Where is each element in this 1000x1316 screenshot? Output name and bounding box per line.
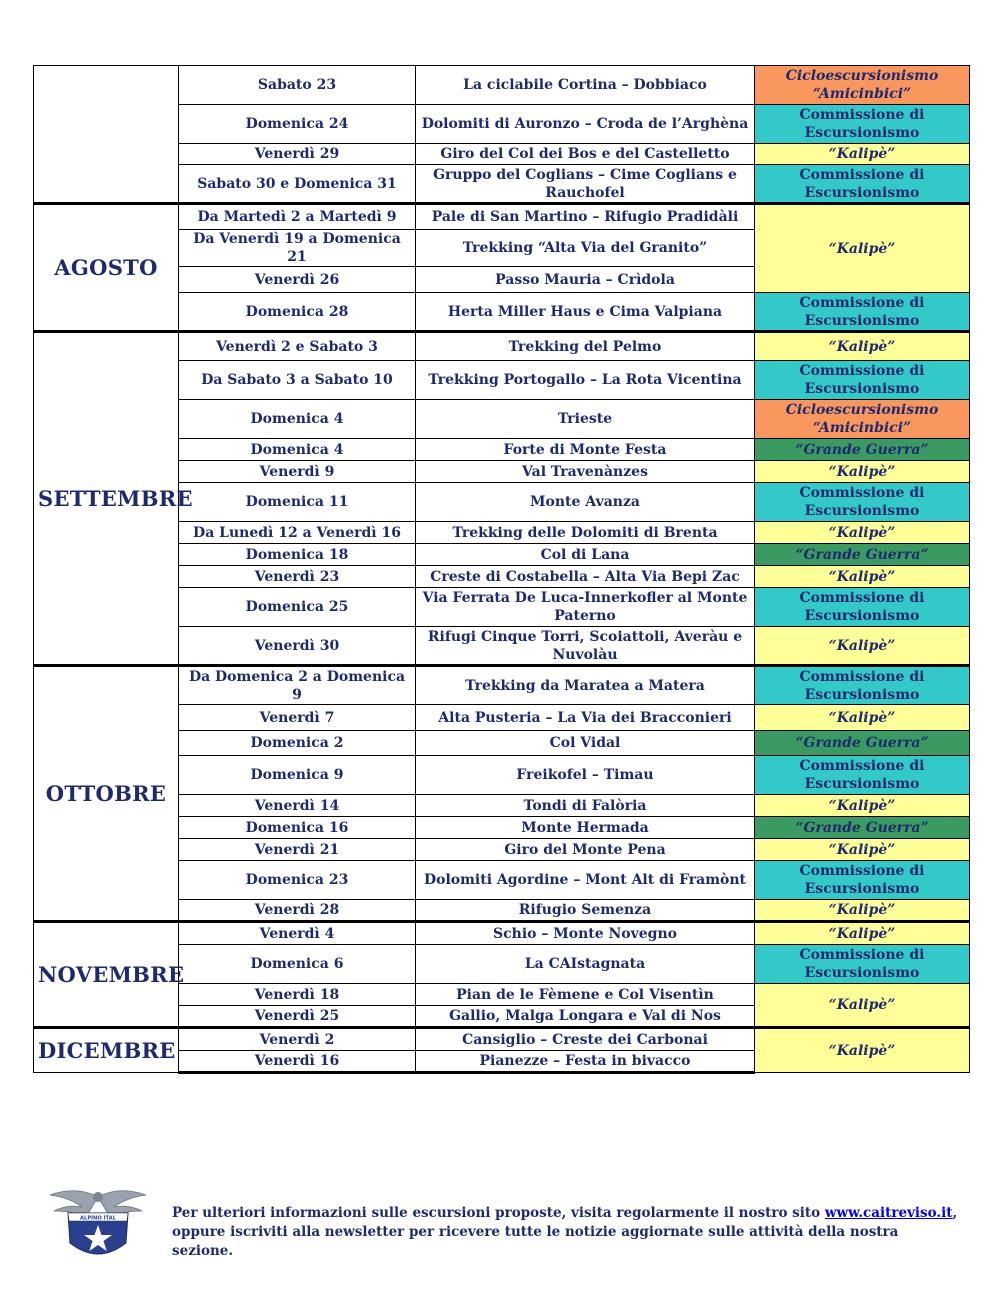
- group-label: “Kalipè”: [828, 637, 896, 654]
- month-cell: [34, 66, 179, 204]
- table-row: [34, 1028, 970, 1051]
- footer-text-after: ,: [952, 1205, 958, 1221]
- group-label: Commissione di Escursionismo: [799, 166, 925, 201]
- table-row: [34, 204, 970, 230]
- group-cell: [755, 861, 970, 900]
- date-cell: Venerdì 18: [179, 984, 416, 1006]
- date-cell: Domenica 23: [179, 861, 416, 900]
- logo-text: ALPINO ITAL: [80, 1215, 116, 1222]
- cai-logo-icon: [48, 1185, 148, 1265]
- date-cell: Domenica 6: [179, 945, 416, 984]
- group-label: “Kalipè”: [828, 463, 896, 480]
- date-cell: Venerdì 26: [179, 267, 416, 293]
- group-label: “Kalipè”: [828, 902, 896, 918]
- group-cell: [755, 361, 970, 400]
- month-cell: OTTOBRE: [34, 666, 179, 922]
- group-cell: [755, 817, 970, 839]
- excursion-cell: Trekking del Pelmo: [416, 332, 755, 361]
- group-cell: [755, 522, 970, 544]
- date-cell: Domenica 18: [179, 544, 416, 566]
- excursion-cell: Alta Pusteria – La Via dei Bracconieri: [416, 705, 755, 731]
- group-label: “Kalipè”: [828, 997, 896, 1013]
- group-label: “Kalipè”: [828, 146, 896, 162]
- excursion-cell: Creste di Costabella – Alta Via Bepi Zac: [416, 566, 755, 588]
- date-cell: Domenica 4: [179, 439, 416, 461]
- group-label: “Grande Guerra”: [795, 735, 929, 751]
- excursion-cell: Pale di San Martino – Rifugio Pradidàli: [416, 204, 755, 230]
- excursion-cell: Giro del Monte Pena: [416, 839, 755, 861]
- group-cell: [755, 105, 970, 144]
- footer-line-1: [172, 1204, 962, 1223]
- group-label: Commissione di Escursionismo: [799, 947, 925, 981]
- group-cell: [755, 461, 970, 483]
- schedule-table: [33, 65, 970, 1074]
- site-link[interactable]: www.caitreviso.it: [824, 1205, 953, 1221]
- excursion-cell: Herta Miller Haus e Cima Valpiana: [416, 293, 755, 332]
- group-cell: [755, 400, 970, 439]
- group-label: Commissione di Escursionismo: [799, 485, 925, 519]
- date-cell: Venerdì 30: [179, 627, 416, 666]
- excursion-cell: Passo Mauria – Crìdola: [416, 267, 755, 293]
- group-cell: [755, 984, 970, 1028]
- excursion-cell: Monte Hermada: [416, 817, 755, 839]
- date-cell: Domenica 4: [179, 400, 416, 439]
- group-cell: [755, 439, 970, 461]
- excursion-cell: Forte di Monte Festa: [416, 439, 755, 461]
- group-label: Cicloescursionismo: [785, 402, 939, 418]
- group-label: “Grande Guerra”: [795, 441, 929, 458]
- excursion-cell: Col Vidal: [416, 731, 755, 756]
- group-label: Commissione di Escursionismo: [799, 758, 925, 792]
- group-sublabel: “Amicinbici”: [812, 420, 912, 436]
- group-label: Commissione di Escursionismo: [799, 590, 925, 624]
- excursion-cell: Dolomiti di Auronzo – Croda de l’Arghèna: [416, 105, 755, 144]
- group-cell: [755, 66, 970, 105]
- group-cell: [755, 332, 970, 361]
- group-label: “Kalipè”: [828, 568, 896, 585]
- date-cell: Domenica 16: [179, 817, 416, 839]
- date-cell: Da Martedì 2 a Martedì 9: [179, 204, 416, 230]
- table-row: [34, 666, 970, 705]
- group-cell: [755, 795, 970, 817]
- excursion-cell: Trekking “Alta Via del Granito”: [416, 230, 755, 267]
- excursion-cell: Trekking Portogallo – La Rota Vicentina: [416, 361, 755, 400]
- excursion-cell: Trekking da Maratea a Matera: [416, 666, 755, 705]
- table-row: [34, 66, 970, 105]
- table-row: [34, 922, 970, 945]
- excursion-cell: Rifugio Semenza: [416, 900, 755, 922]
- group-cell: [755, 293, 970, 332]
- group-label: Commissione di Escursionismo: [799, 863, 925, 897]
- footer-text-before: Per ulteriori informazioni sulle escursioni proposte, visita regolarmente il nostro sito: [172, 1205, 825, 1221]
- group-cell: [755, 666, 970, 705]
- group-cell: [755, 483, 970, 522]
- date-cell: Venerdì 14: [179, 795, 416, 817]
- group-label: “Kalipè”: [828, 524, 896, 541]
- excursion-cell: Via Ferrata De Luca-Innerkofler al Monte Paterno: [416, 588, 755, 627]
- month-cell: NOVEMBRE: [34, 922, 179, 1028]
- footer-line-2: oppure iscriviti alla newsletter per ricevere tutte le notizie aggiornate sulle attività della nostra sezione.: [172, 1224, 899, 1259]
- date-cell: Da Domenica 2 a Domenica 9: [179, 666, 416, 705]
- date-cell: Venerdì 29: [179, 144, 416, 165]
- group-label: “Kalipè”: [828, 338, 896, 355]
- excursion-cell: Trekking delle Dolomiti di Brenta: [416, 522, 755, 544]
- excursion-cell: Trieste: [416, 400, 755, 439]
- group-cell: [755, 839, 970, 861]
- group-cell: [755, 945, 970, 984]
- excursion-cell: Cansiglio – Creste dei Carbonai: [416, 1028, 755, 1051]
- date-cell: Da Venerdì 19 a Domenica 21: [179, 230, 416, 267]
- excursion-cell: Giro del Col dei Bos e del Castelletto: [416, 144, 755, 165]
- date-cell: Da Lunedì 12 a Venerdì 16: [179, 522, 416, 544]
- excursion-cell: Pianezze – Festa in bivacco: [416, 1051, 755, 1073]
- date-cell: Venerdì 16: [179, 1051, 416, 1073]
- group-label: “Kalipè”: [828, 240, 896, 257]
- excursion-cell: Pian de le Fèmene e Col Visentìn: [416, 984, 755, 1006]
- date-cell: Venerdì 28: [179, 900, 416, 922]
- date-cell: Sabato 30 e Domenica 31: [179, 165, 416, 204]
- excursion-cell: Col di Lana: [416, 544, 755, 566]
- date-cell: Venerdì 7: [179, 705, 416, 731]
- group-label: “Kalipè”: [828, 925, 896, 942]
- group-cell: [755, 566, 970, 588]
- date-cell: Venerdì 4: [179, 922, 416, 945]
- date-cell: Domenica 9: [179, 756, 416, 795]
- group-label: “Kalipè”: [828, 841, 896, 858]
- month-cell: DICEMBRE: [34, 1028, 179, 1073]
- date-cell: Domenica 25: [179, 588, 416, 627]
- group-label: “Grande Guerra”: [795, 546, 929, 563]
- date-cell: Da Sabato 3 a Sabato 10: [179, 361, 416, 400]
- date-cell: Domenica 11: [179, 483, 416, 522]
- group-label: Commissione di Escursionismo: [799, 107, 925, 141]
- excursion-cell: Gruppo del Coglians – Cime Coglians e Rauchofel: [416, 165, 755, 204]
- date-cell: Domenica 24: [179, 105, 416, 144]
- group-label: Commissione di Escursionismo: [799, 294, 925, 329]
- excursion-cell: Tondi di Falòria: [416, 795, 755, 817]
- excursion-cell: Gallio, Malga Longara e Val di Nos: [416, 1006, 755, 1028]
- month-cell: AGOSTO: [34, 204, 179, 332]
- excursion-cell: Dolomiti Agordine – Mont Alt di Framònt: [416, 861, 755, 900]
- group-cell: [755, 544, 970, 566]
- group-cell: [755, 705, 970, 731]
- excursion-cell: Monte Avanza: [416, 483, 755, 522]
- date-cell: Sabato 23: [179, 66, 416, 105]
- group-cell: [755, 627, 970, 666]
- group-cell: [755, 204, 970, 293]
- date-cell: Domenica 2: [179, 731, 416, 756]
- group-cell: [755, 922, 970, 945]
- group-cell: [755, 165, 970, 204]
- group-cell: [755, 756, 970, 795]
- excursion-cell: Rifugi Cinque Torri, Scoiattoli, Averàu e Nuvolàu: [416, 627, 755, 666]
- excursion-cell: La CAIstagnata: [416, 945, 755, 984]
- month-cell: SETTEMBRE: [34, 332, 179, 666]
- date-cell: Venerdì 2: [179, 1028, 416, 1051]
- date-cell: Venerdì 9: [179, 461, 416, 483]
- date-cell: Venerdì 25: [179, 1006, 416, 1028]
- excursion-cell: Schio – Monte Novegno: [416, 922, 755, 945]
- footer-text: [172, 1204, 962, 1261]
- date-cell: Venerdì 21: [179, 839, 416, 861]
- date-cell: Domenica 28: [179, 293, 416, 332]
- group-label: Cicloescursionismo: [785, 68, 939, 84]
- group-label: “Kalipè”: [828, 709, 896, 726]
- group-cell: [755, 144, 970, 165]
- group-label: “Kalipè”: [828, 797, 896, 814]
- group-label: “Grande Guerra”: [795, 819, 929, 836]
- group-label: Commissione di Escursionismo: [799, 363, 925, 397]
- group-cell: [755, 900, 970, 922]
- group-cell: [755, 731, 970, 756]
- excursion-cell: Val Travenànzes: [416, 461, 755, 483]
- date-cell: Venerdì 2 e Sabato 3: [179, 332, 416, 361]
- excursion-cell: Freikofel – Timau: [416, 756, 755, 795]
- excursion-cell: La ciclabile Cortina – Dobbiaco: [416, 66, 755, 105]
- group-cell: [755, 1028, 970, 1073]
- group-sublabel: “Amicinbici”: [812, 86, 912, 102]
- date-cell: Venerdì 23: [179, 566, 416, 588]
- group-label: Commissione di Escursionismo: [799, 668, 925, 703]
- group-cell: [755, 588, 970, 627]
- table-row: [34, 332, 970, 361]
- group-label: “Kalipè”: [828, 1042, 896, 1059]
- schedule-body: [34, 66, 970, 1073]
